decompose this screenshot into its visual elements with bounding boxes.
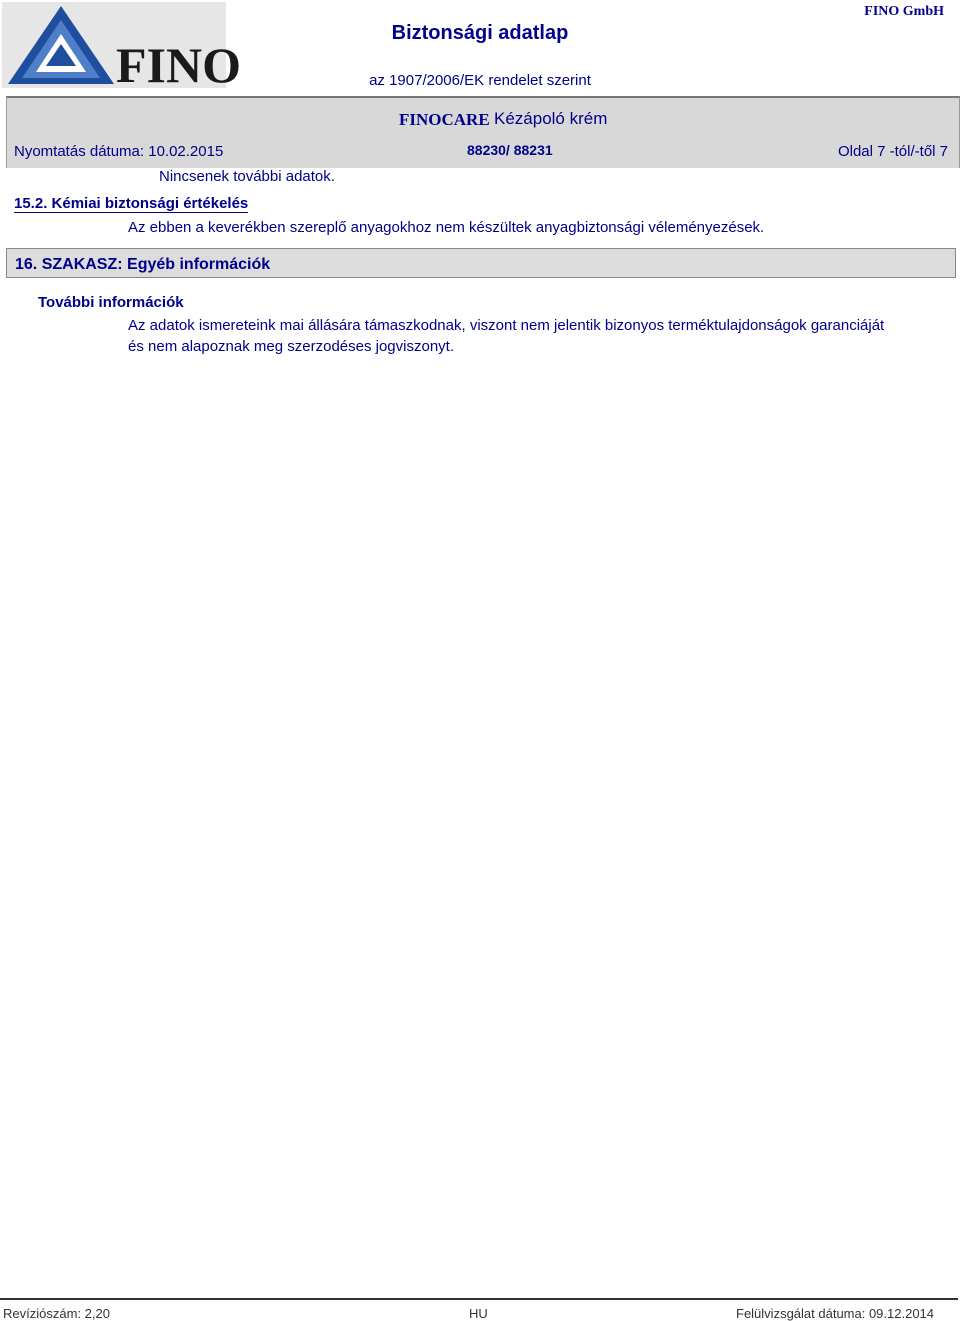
section-15-2-heading: 15.2. Kémiai biztonsági értékelés (14, 195, 249, 212)
product-name: Kézápoló krém (494, 109, 608, 128)
review-date: Felülvizsgálat dátuma: 09.12.2014 (736, 1306, 935, 1321)
product-code: 88230/ 88231 (467, 142, 553, 158)
revision-number: Revíziószám: 2,20 (3, 1306, 110, 1321)
no-more-data-text: Nincsenek további adatok. (159, 168, 335, 185)
language-code: HU (469, 1306, 488, 1321)
further-info-text: Az adatok ismereteink mai állására támaszkodnak, viszont nem jelentik bizonyos terméktulajdonságok garanciáját és nem alapoznak meg szerzodéses jogviszonyt. (128, 317, 885, 355)
section-16-heading: 16. SZAKASZ: Egyéb információk (15, 256, 271, 273)
regulation-reference: az 1907/2006/EK rendelet szerint (369, 72, 591, 89)
document-title: Biztonsági adatlap (391, 22, 569, 44)
company-name: FINO GmbH (864, 4, 944, 19)
footer-divider (0, 1298, 958, 1300)
print-date: Nyomtatás dátuma: 10.02.2015 (14, 143, 224, 160)
product-brand: FINOCARE (399, 110, 490, 129)
section-15-2-text: Az ebben a keverékben szereplő anyagokhoz nem készültek anyagbiztonsági véleményezések. (128, 219, 765, 236)
further-info-label: További információk (38, 294, 184, 311)
logo-wordmark: FINO (116, 37, 241, 93)
page-number: Oldal 7 -tól/-től 7 (837, 143, 948, 160)
